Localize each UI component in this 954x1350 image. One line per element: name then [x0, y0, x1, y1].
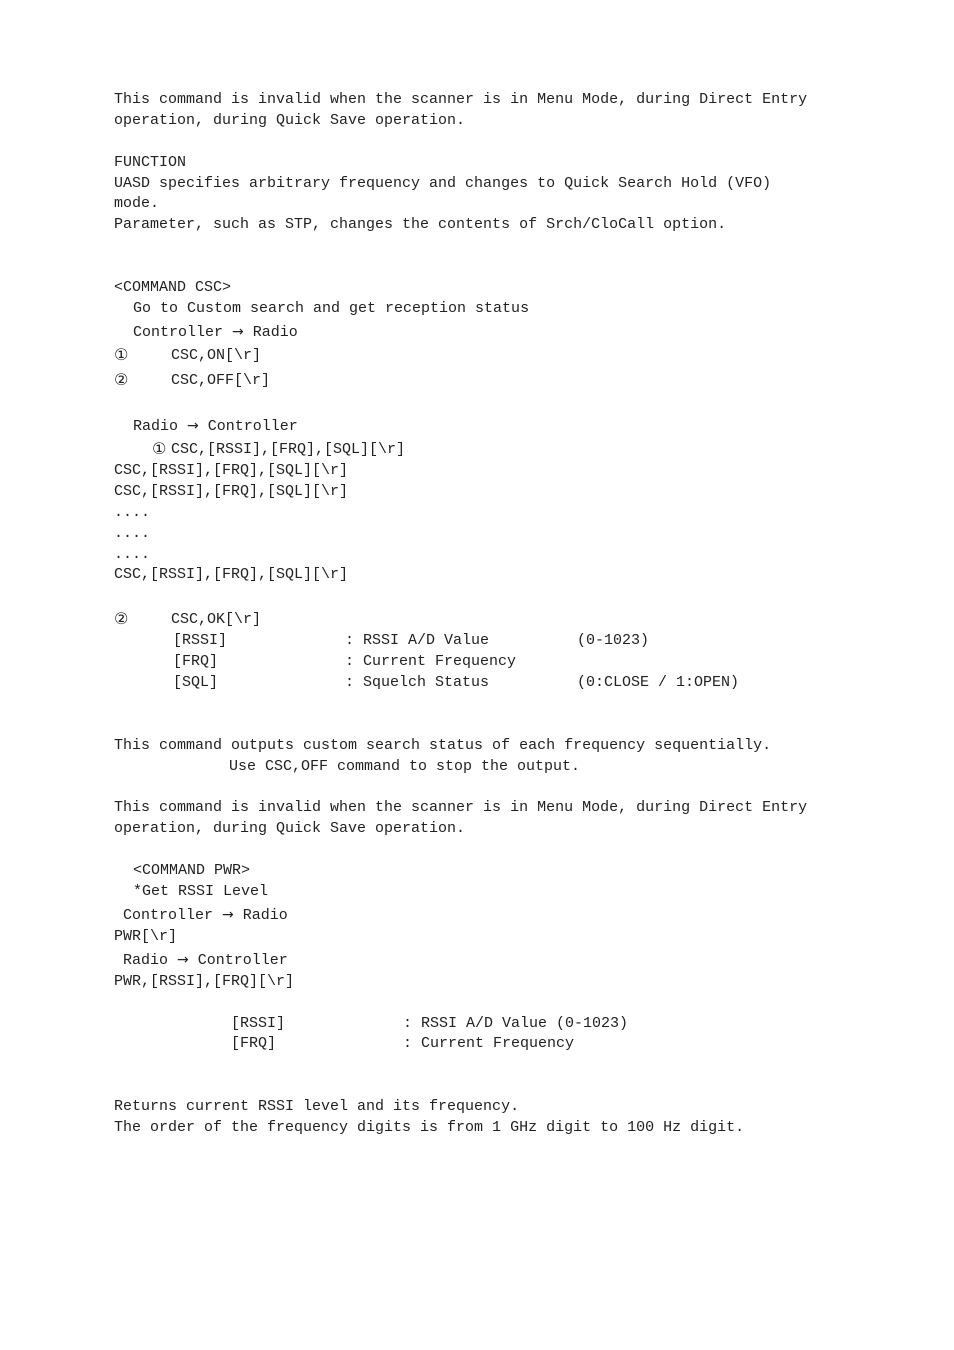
param-range: (0-1023)	[577, 632, 650, 649]
function-line-1: UASD specifies arbitrary frequency and changes to Quick Search Hold (VFO)	[114, 175, 772, 192]
param-name: [SQL]	[173, 674, 219, 691]
function-line-2: mode.	[114, 195, 160, 212]
radio-label: Radio	[252, 324, 298, 341]
param-desc: : RSSI A/D Value (0-1023)	[403, 1015, 629, 1032]
controller-label: Controller	[123, 907, 214, 924]
csc-response-row: ....	[114, 525, 151, 542]
csc-response-row: ....	[114, 504, 151, 521]
param-name: [FRQ]	[173, 653, 219, 670]
csc-response-row: ....	[114, 546, 151, 563]
param-desc: : Current Frequency	[403, 1035, 575, 1052]
param-name: [RSSI]	[231, 1015, 286, 1032]
csc-response-ok: CSC,OK[\r]	[171, 611, 262, 628]
circled-one-marker: ①	[152, 439, 167, 458]
radio-label: Radio	[242, 907, 288, 924]
param-name: [FRQ]	[231, 1035, 277, 1052]
param-range: (0:CLOSE / 1:OPEN)	[577, 674, 740, 691]
pwr-note-line-2: The order of the frequency digits is from 1 GHz digit to 100 Hz digit.	[114, 1119, 745, 1136]
pwr-note-line-1: Returns current RSSI level and its frequency.	[114, 1098, 520, 1115]
csc-response-row: CSC,[RSSI],[FRQ],[SQL][\r]	[114, 483, 349, 500]
param-desc: : Current Frequency	[345, 653, 517, 670]
csc-direction-radio-to-controller	[133, 417, 298, 436]
pwr-command-header: <COMMAND PWR>	[133, 862, 251, 879]
csc-note-line-1: This command outputs custom search status of each frequency sequentially.	[114, 737, 772, 754]
top-note-line-2: operation, during Quick Save operation.	[114, 112, 466, 129]
csc-cmd-off: CSC,OFF[\r]	[171, 372, 271, 389]
top-note-line-1: This command is invalid when the scanner is in Menu Mode, during Direct Entry	[114, 91, 808, 108]
right-arrow-icon: →	[222, 907, 234, 923]
circled-two-marker: ②	[114, 370, 129, 389]
right-arrow-icon: →	[187, 418, 199, 434]
csc-note-line-2: Use CSC,OFF command to stop the output.	[229, 758, 581, 775]
circled-one-marker: ①	[114, 345, 129, 364]
csc-response-first: CSC,[RSSI],[FRQ],[SQL][\r]	[171, 441, 406, 458]
pwr-direction-radio-to-controller	[123, 951, 288, 970]
radio-label: Radio	[133, 418, 179, 435]
circled-two-marker: ②	[114, 609, 129, 628]
param-name: [RSSI]	[173, 632, 228, 649]
csc-description: Go to Custom search and get reception status	[133, 300, 530, 317]
csc-command-header: <COMMAND CSC>	[114, 279, 232, 296]
right-arrow-icon: →	[232, 324, 244, 340]
csc-response-row: CSC,[RSSI],[FRQ],[SQL][\r]	[114, 566, 349, 583]
pwr-request: PWR[\r]	[114, 928, 178, 945]
radio-label: Radio	[123, 952, 169, 969]
pwr-direction-controller-to-radio	[123, 906, 288, 925]
controller-label: Controller	[197, 952, 288, 969]
controller-label: Controller	[207, 418, 298, 435]
csc-invalid-line-1: This command is invalid when the scanner is in Menu Mode, during Direct Entry	[114, 799, 808, 816]
param-desc: : Squelch Status	[345, 674, 490, 691]
controller-label: Controller	[133, 324, 224, 341]
csc-direction-controller-to-radio	[133, 323, 298, 342]
function-heading: FUNCTION	[114, 154, 187, 171]
csc-response-row: CSC,[RSSI],[FRQ],[SQL][\r]	[114, 462, 349, 479]
pwr-description: *Get RSSI Level	[133, 883, 269, 900]
function-line-3: Parameter, such as STP, changes the contents of Srch/CloCall option.	[114, 216, 727, 233]
csc-cmd-on: CSC,ON[\r]	[171, 347, 262, 364]
right-arrow-icon: →	[177, 952, 189, 968]
csc-invalid-line-2: operation, during Quick Save operation.	[114, 820, 466, 837]
param-desc: : RSSI A/D Value	[345, 632, 490, 649]
pwr-response: PWR,[RSSI],[FRQ][\r]	[114, 973, 295, 990]
